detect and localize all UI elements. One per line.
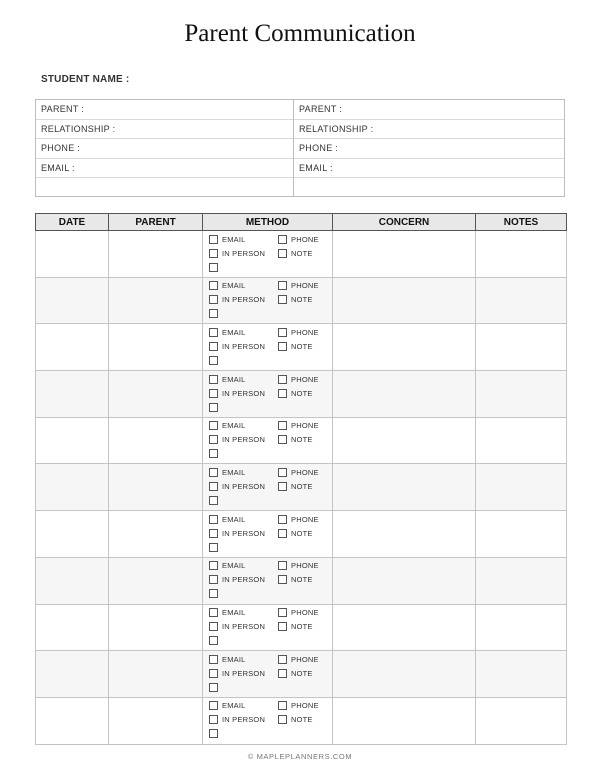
checkbox-icon[interactable]	[209, 622, 218, 631]
method-option-label: PHONE	[291, 234, 319, 244]
method-option-phone[interactable]	[278, 701, 333, 711]
method-option-label: EMAIL	[222, 281, 246, 291]
notes-cell[interactable]	[476, 324, 567, 371]
method-option-in-person[interactable]	[209, 715, 278, 725]
method-option-label: IN PERSON	[222, 435, 266, 445]
checkbox-icon[interactable]	[278, 669, 287, 678]
method-option-phone[interactable]	[278, 374, 333, 384]
checkbox-icon[interactable]	[209, 669, 218, 678]
parent-cell[interactable]	[109, 557, 203, 604]
method-option-in-person[interactable]	[209, 622, 278, 632]
checkbox-icon[interactable]	[209, 375, 218, 384]
checkbox-icon[interactable]	[278, 389, 287, 398]
notes-cell[interactable]	[476, 277, 567, 324]
method-option-in-person[interactable]	[209, 248, 278, 258]
checkbox-icon[interactable]	[278, 281, 287, 290]
method-option-note[interactable]	[278, 528, 333, 538]
checkbox-icon[interactable]	[278, 421, 287, 430]
checkbox-icon[interactable]	[209, 263, 218, 272]
method-option-phone[interactable]	[278, 654, 333, 664]
method-option-phone[interactable]	[278, 234, 333, 244]
parent-cell[interactable]	[109, 651, 203, 698]
parent-cell[interactable]	[109, 464, 203, 511]
notes-cell[interactable]	[476, 557, 567, 604]
method-option-other[interactable]	[209, 495, 278, 505]
parent-2-name-field[interactable]: PARENT :	[294, 100, 564, 120]
method-option-label: PHONE	[291, 327, 319, 337]
checkbox-icon[interactable]	[209, 309, 218, 318]
method-option-phone[interactable]	[278, 281, 333, 291]
parent-info-column-1	[36, 100, 294, 196]
checkbox-icon[interactable]	[209, 449, 218, 458]
method-cell	[203, 604, 333, 651]
parent-2-blank-row[interactable]	[294, 178, 564, 198]
checkbox-icon[interactable]	[278, 515, 287, 524]
parent-1-blank-row[interactable]	[36, 178, 293, 198]
method-option-label: IN PERSON	[222, 575, 266, 585]
method-option-label: NOTE	[291, 622, 313, 631]
concern-cell[interactable]	[333, 231, 476, 278]
method-option-label: NOTE	[291, 341, 313, 351]
parent-2-relationship-field[interactable]: RELATIONSHIP :	[294, 120, 564, 140]
checkbox-icon[interactable]	[209, 356, 218, 365]
checkbox-icon[interactable]	[209, 235, 218, 244]
table-row	[36, 371, 567, 418]
checkbox-icon[interactable]	[209, 561, 218, 570]
method-option-label: PHONE	[291, 467, 319, 477]
checkbox-icon[interactable]	[278, 468, 287, 477]
method-option-label: NOTE	[291, 481, 313, 491]
method-option-in-person[interactable]	[209, 341, 278, 351]
checkbox-icon[interactable]	[209, 589, 218, 598]
method-option-phone[interactable]	[278, 608, 333, 618]
method-cell	[203, 277, 333, 324]
notes-cell[interactable]	[476, 417, 567, 464]
method-option-label: IN PERSON	[222, 248, 266, 258]
page-title: Parent Communication	[184, 20, 416, 47]
method-option-label: EMAIL	[222, 467, 246, 477]
method-option-label: PHONE	[291, 374, 319, 384]
method-option-email[interactable]	[209, 421, 278, 431]
method-option-label: EMAIL	[222, 234, 246, 244]
method-option-phone[interactable]	[278, 421, 333, 431]
parent-1-name-field[interactable]: PARENT :	[36, 100, 293, 120]
method-option-label: PHONE	[291, 281, 319, 291]
parent-2-phone-field[interactable]: PHONE :	[294, 139, 564, 159]
method-option-note[interactable]	[278, 715, 333, 725]
method-option-other[interactable]	[209, 729, 278, 739]
concern-cell[interactable]	[333, 324, 476, 371]
checkbox-icon[interactable]	[209, 281, 218, 290]
method-option-label: NOTE	[291, 388, 313, 398]
parent-cell[interactable]	[109, 604, 203, 651]
method-option-label: IN PERSON	[222, 295, 266, 305]
checkbox-icon[interactable]	[209, 249, 218, 258]
method-cell	[203, 651, 333, 698]
checkbox-icon[interactable]	[209, 403, 218, 412]
column-header-method: METHOD	[203, 214, 333, 231]
concern-cell[interactable]	[333, 277, 476, 324]
checkbox-icon[interactable]	[278, 622, 287, 631]
method-option-email[interactable]	[209, 234, 278, 244]
method-option-phone[interactable]	[278, 327, 333, 337]
method-option-note[interactable]	[278, 388, 333, 398]
method-option-email[interactable]	[209, 654, 278, 664]
checkbox-icon[interactable]	[209, 468, 218, 477]
checkbox-icon[interactable]	[209, 328, 218, 337]
date-cell[interactable]	[36, 277, 109, 324]
date-cell[interactable]	[36, 557, 109, 604]
method-option-label: NOTE	[291, 248, 313, 258]
checkbox-icon[interactable]	[209, 421, 218, 430]
method-cell	[203, 511, 333, 558]
date-cell[interactable]	[36, 604, 109, 651]
method-option-label: EMAIL	[222, 514, 246, 524]
method-option-other[interactable]	[209, 682, 278, 692]
method-option-label: EMAIL	[222, 374, 246, 384]
parent-1-relationship-field[interactable]: RELATIONSHIP :	[36, 120, 293, 140]
concern-cell[interactable]	[333, 604, 476, 651]
method-option-other[interactable]	[209, 355, 278, 365]
parent-info-column-2	[294, 100, 564, 196]
parent-1-email-field[interactable]: EMAIL :	[36, 159, 293, 179]
table-header-row	[36, 214, 567, 231]
method-option-label: IN PERSON	[222, 388, 266, 398]
parent-cell[interactable]	[109, 324, 203, 371]
column-header-parent: PARENT	[109, 214, 203, 231]
table-row	[36, 651, 567, 698]
method-option-note[interactable]	[278, 341, 333, 351]
method-option-note[interactable]	[278, 575, 333, 585]
table-row	[36, 697, 567, 744]
method-option-label: PHONE	[291, 514, 319, 524]
notes-cell[interactable]	[476, 604, 567, 651]
method-option-label: PHONE	[291, 608, 319, 617]
date-cell[interactable]	[36, 464, 109, 511]
checkbox-icon[interactable]	[209, 715, 218, 724]
method-option-label: IN PERSON	[222, 622, 266, 631]
method-option-in-person[interactable]	[209, 435, 278, 445]
parent-cell[interactable]	[109, 417, 203, 464]
method-option-email[interactable]	[209, 514, 278, 524]
parent-2-email-field[interactable]: EMAIL :	[294, 159, 564, 179]
checkbox-icon[interactable]	[209, 655, 218, 664]
method-option-label: EMAIL	[222, 327, 246, 337]
method-option-phone[interactable]	[278, 467, 333, 477]
checkbox-icon[interactable]	[209, 575, 218, 584]
method-option-other[interactable]	[209, 309, 278, 319]
method-cell	[203, 417, 333, 464]
method-option-label: PHONE	[291, 421, 319, 431]
checkbox-icon[interactable]	[278, 342, 287, 351]
method-option-note[interactable]	[278, 481, 333, 491]
method-cell	[203, 557, 333, 604]
method-option-label: NOTE	[291, 575, 313, 585]
checkbox-icon[interactable]	[278, 482, 287, 491]
concern-cell[interactable]	[333, 697, 476, 744]
method-option-note[interactable]	[278, 435, 333, 445]
notes-cell[interactable]	[476, 464, 567, 511]
method-option-email[interactable]	[209, 281, 278, 291]
method-option-in-person[interactable]	[209, 388, 278, 398]
date-cell[interactable]	[36, 417, 109, 464]
method-option-note[interactable]	[278, 295, 333, 305]
method-option-in-person[interactable]	[209, 528, 278, 538]
table-row	[36, 604, 567, 651]
notes-cell[interactable]	[476, 697, 567, 744]
method-option-other[interactable]	[209, 449, 278, 459]
date-cell[interactable]	[36, 697, 109, 744]
method-option-other[interactable]	[209, 262, 278, 272]
checkbox-icon[interactable]	[278, 295, 287, 304]
concern-cell[interactable]	[333, 464, 476, 511]
checkbox-icon[interactable]	[209, 683, 218, 692]
checkbox-icon[interactable]	[209, 529, 218, 538]
method-option-label: PHONE	[291, 654, 319, 664]
method-option-other[interactable]	[209, 636, 278, 646]
parent-cell[interactable]	[109, 371, 203, 418]
table-row	[36, 277, 567, 324]
method-option-label: PHONE	[291, 561, 319, 571]
method-option-in-person[interactable]	[209, 295, 278, 305]
method-option-label: EMAIL	[222, 608, 246, 617]
notes-cell[interactable]	[476, 371, 567, 418]
table-row	[36, 557, 567, 604]
method-option-label: NOTE	[291, 435, 313, 445]
table-row	[36, 324, 567, 371]
date-cell[interactable]	[36, 651, 109, 698]
checkbox-icon[interactable]	[278, 715, 287, 724]
method-option-label: IN PERSON	[222, 668, 266, 678]
method-option-label: NOTE	[291, 295, 313, 305]
communication-log-table	[35, 213, 567, 745]
method-option-label: IN PERSON	[222, 528, 266, 538]
method-option-in-person[interactable]	[209, 575, 278, 585]
footer-copyright: © MAPLEPLANNERS.COM	[247, 752, 353, 761]
method-option-label: NOTE	[291, 668, 313, 678]
checkbox-icon[interactable]	[278, 328, 287, 337]
checkbox-icon[interactable]	[209, 515, 218, 524]
checkbox-icon[interactable]	[278, 561, 287, 570]
checkbox-icon[interactable]	[209, 729, 218, 738]
checkbox-icon[interactable]	[209, 636, 218, 645]
concern-cell[interactable]	[333, 417, 476, 464]
concern-cell[interactable]	[333, 371, 476, 418]
checkbox-icon[interactable]	[209, 608, 218, 617]
communication-log-body	[36, 231, 567, 745]
date-cell[interactable]	[36, 511, 109, 558]
method-option-phone[interactable]	[278, 514, 333, 524]
checkbox-icon[interactable]	[278, 529, 287, 538]
method-option-label: EMAIL	[222, 701, 246, 711]
table-row	[36, 417, 567, 464]
table-row	[36, 231, 567, 278]
method-option-email[interactable]	[209, 561, 278, 571]
concern-cell[interactable]	[333, 511, 476, 558]
method-option-phone[interactable]	[278, 561, 333, 571]
date-cell[interactable]	[36, 324, 109, 371]
method-option-note[interactable]	[278, 668, 333, 678]
method-cell	[203, 231, 333, 278]
checkbox-icon[interactable]	[278, 435, 287, 444]
method-option-email[interactable]	[209, 701, 278, 711]
method-option-note[interactable]	[278, 622, 333, 632]
method-option-note[interactable]	[278, 248, 333, 258]
method-option-label: IN PERSON	[222, 481, 266, 491]
date-cell[interactable]	[36, 371, 109, 418]
column-header-concern: CONCERN	[333, 214, 476, 231]
method-option-email[interactable]	[209, 374, 278, 384]
checkbox-icon[interactable]	[209, 295, 218, 304]
checkbox-icon[interactable]	[209, 543, 218, 552]
column-header-notes: NOTES	[476, 214, 567, 231]
concern-cell[interactable]	[333, 557, 476, 604]
checkbox-icon[interactable]	[209, 482, 218, 491]
notes-cell[interactable]	[476, 231, 567, 278]
parent-cell[interactable]	[109, 277, 203, 324]
checkbox-icon[interactable]	[209, 342, 218, 351]
checkbox-icon[interactable]	[278, 375, 287, 384]
checkbox-icon[interactable]	[278, 608, 287, 617]
method-option-label: EMAIL	[222, 654, 246, 664]
table-row	[36, 511, 567, 558]
student-name-label: STUDENT NAME :	[41, 74, 130, 85]
parent-info-box	[35, 99, 565, 197]
method-option-email[interactable]	[209, 608, 278, 618]
method-cell	[203, 324, 333, 371]
method-cell	[203, 697, 333, 744]
method-option-email[interactable]	[209, 467, 278, 477]
checkbox-icon[interactable]	[209, 496, 218, 505]
checkbox-icon[interactable]	[209, 389, 218, 398]
checkbox-icon[interactable]	[278, 575, 287, 584]
method-cell	[203, 371, 333, 418]
method-option-label: EMAIL	[222, 561, 246, 571]
method-cell	[203, 464, 333, 511]
method-option-label: EMAIL	[222, 421, 246, 431]
method-option-label: NOTE	[291, 715, 313, 725]
table-row	[36, 464, 567, 511]
method-option-label: PHONE	[291, 701, 319, 711]
parent-cell[interactable]	[109, 697, 203, 744]
notes-cell[interactable]	[476, 651, 567, 698]
checkbox-icon[interactable]	[278, 701, 287, 710]
concern-cell[interactable]	[333, 651, 476, 698]
method-option-email[interactable]	[209, 327, 278, 337]
method-option-label: IN PERSON	[222, 715, 266, 725]
method-option-label: NOTE	[291, 528, 313, 538]
column-header-date: DATE	[36, 214, 109, 231]
notes-cell[interactable]	[476, 511, 567, 558]
method-option-other[interactable]	[209, 589, 278, 599]
date-cell[interactable]	[36, 231, 109, 278]
method-option-label: IN PERSON	[222, 341, 266, 351]
method-option-other[interactable]	[209, 402, 278, 412]
method-option-in-person[interactable]	[209, 481, 278, 491]
method-option-in-person[interactable]	[209, 668, 278, 678]
checkbox-icon[interactable]	[209, 701, 218, 710]
parent-cell[interactable]	[109, 511, 203, 558]
parent-cell[interactable]	[109, 231, 203, 278]
checkbox-icon[interactable]	[278, 235, 287, 244]
checkbox-icon[interactable]	[278, 249, 287, 258]
parent-1-phone-field[interactable]: PHONE :	[36, 139, 293, 159]
checkbox-icon[interactable]	[278, 655, 287, 664]
checkbox-icon[interactable]	[209, 435, 218, 444]
method-option-other[interactable]	[209, 542, 278, 552]
